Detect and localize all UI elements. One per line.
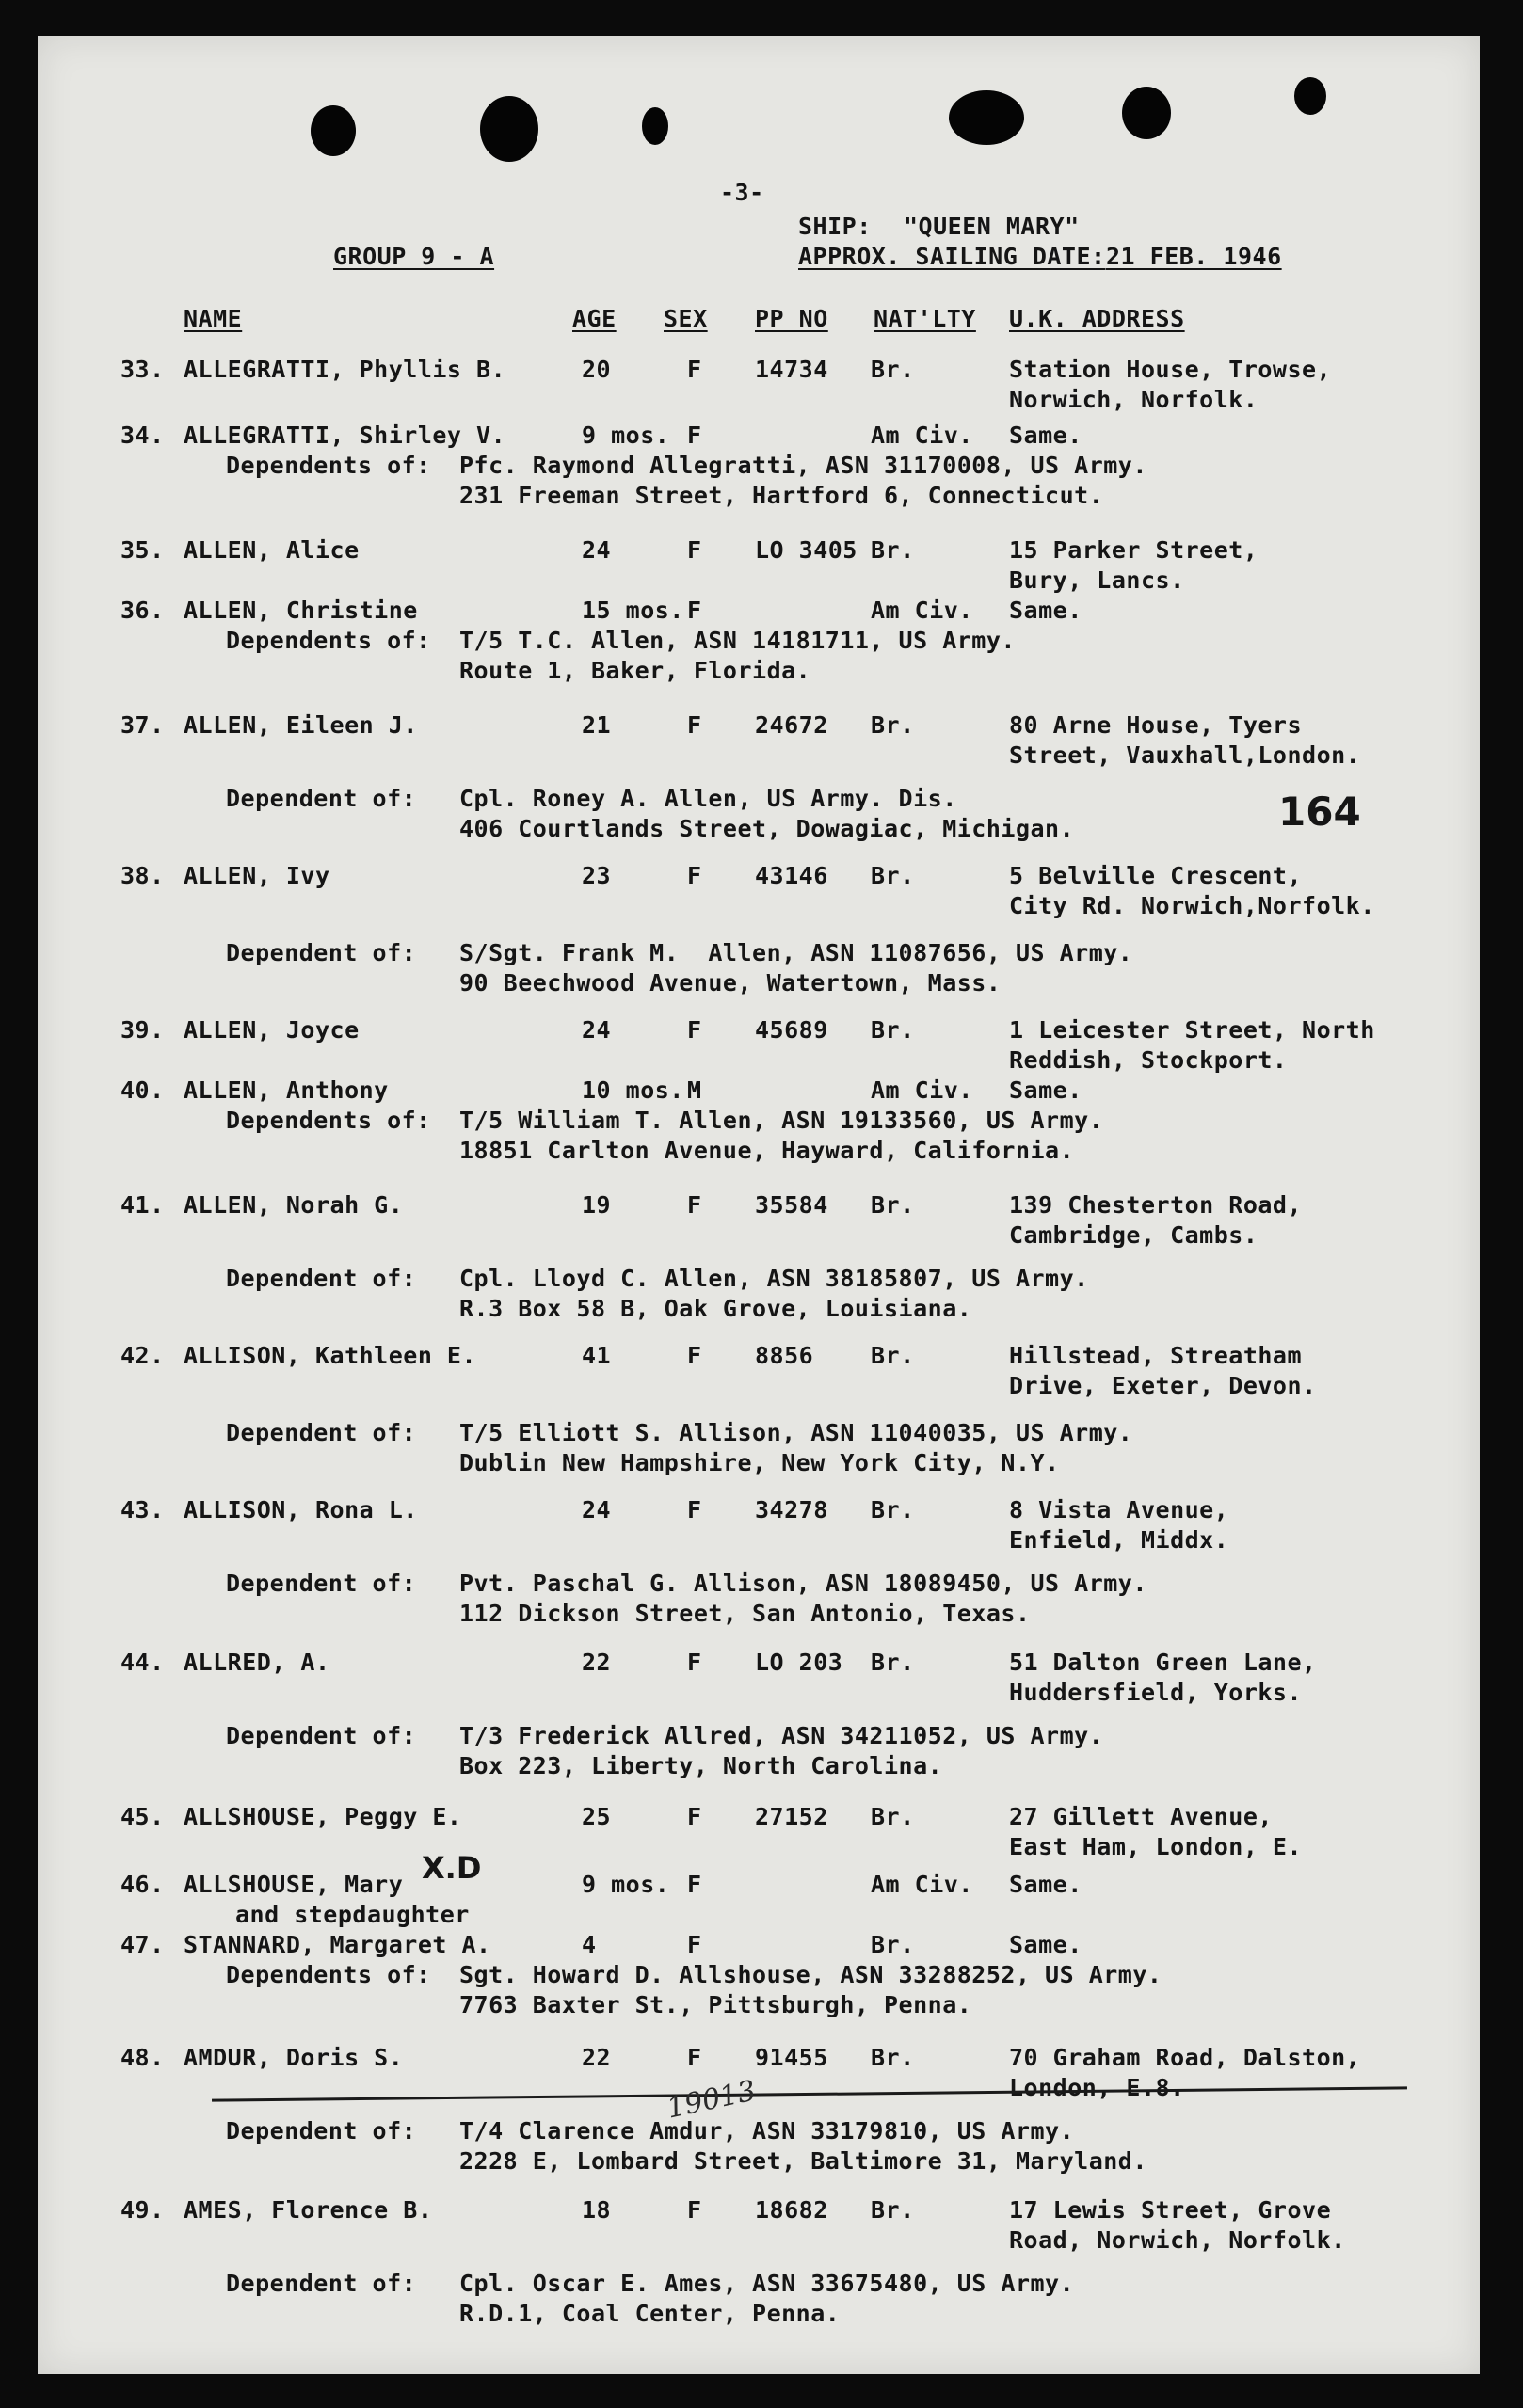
row-name: ALLEN, Alice	[184, 536, 360, 564]
row-sex: F	[687, 1649, 702, 1676]
row-name: ALLRED, A.	[184, 1649, 330, 1676]
row-addr: Same.	[1009, 597, 1082, 624]
group-label: GROUP 9 - A	[333, 243, 495, 270]
row-addr: Same.	[1009, 422, 1082, 449]
row-sex: F	[687, 2196, 702, 2224]
row-no: 39.	[120, 1016, 165, 1044]
row-pp: 27152	[755, 1803, 828, 1830]
row-sex: F	[687, 1496, 702, 1523]
row-name: AMDUR, Doris S.	[184, 2044, 404, 2071]
row-name: ALLEN, Anthony	[184, 1076, 389, 1104]
row-pp: 43146	[755, 862, 828, 889]
row-addr: 8 Vista Avenue,	[1009, 1496, 1229, 1523]
row-name: ALLEN, Eileen J.	[184, 711, 418, 739]
row-name: ALLISON, Kathleen E.	[184, 1342, 477, 1369]
row-dep: R.D.1, Coal Center, Penna.	[459, 2300, 841, 2327]
row-addr: 80 Arne House, Tyers	[1009, 711, 1303, 739]
handwritten-annotation: 19013	[664, 2074, 760, 2126]
row-name: ALLEGRATTI, Phyllis B.	[184, 356, 506, 383]
row-name: ALLEN, Norah G.	[184, 1191, 404, 1219]
page-stamp-number: 164	[1278, 789, 1361, 835]
row-sex: F	[687, 536, 702, 564]
row-addr: 15 Parker Street,	[1009, 536, 1258, 564]
row-age: 24	[582, 1016, 612, 1044]
row-name-cont: and stepdaughter	[235, 1901, 470, 1928]
column-header-uk-address: U.K. ADDRESS	[1009, 305, 1185, 332]
row-nat: Am Civ.	[871, 597, 973, 624]
row-dep-label: Dependents of:	[226, 452, 431, 479]
row-sex: F	[687, 1871, 702, 1898]
row-age: 20	[582, 356, 612, 383]
row-addr: 27 Gillett Avenue,	[1009, 1803, 1273, 1830]
row-addr: Same.	[1009, 1931, 1082, 1958]
row-dep-label: Dependent of:	[226, 2117, 417, 2145]
row-nat: Br.	[871, 1931, 915, 1958]
row-addr: Reddish, Stockport.	[1009, 1046, 1288, 1074]
row-dep: 406 Courtlands Street, Dowagiac, Michigan.	[459, 815, 1075, 842]
row-dep: Pvt. Paschal G. Allison, ASN 18089450, US Army.	[459, 1570, 1147, 1597]
row-sex: F	[687, 862, 702, 889]
row-age: 15 mos.	[582, 597, 684, 624]
row-dep: Pfc. Raymond Allegratti, ASN 31170008, US Army.	[459, 452, 1147, 479]
row-dep: 7763 Baxter St., Pittsburgh, Penna.	[459, 1991, 972, 2018]
row-nat: Br.	[871, 1342, 915, 1369]
row-addr: Bury, Lancs.	[1009, 566, 1185, 594]
column-header-pp-no: PP NO	[755, 305, 828, 332]
row-no: 34.	[120, 422, 165, 449]
row-pp: LO 3405	[755, 536, 858, 564]
row-dep: 231 Freeman Street, Hartford 6, Connecticut.	[459, 482, 1104, 509]
row-no: 35.	[120, 536, 165, 564]
row-addr: Hillstead, Streatham	[1009, 1342, 1303, 1369]
row-dep: T/3 Frederick Allred, ASN 34211052, US Army.	[459, 1722, 1104, 1749]
row-dep: Dublin New Hampshire, New York City, N.Y.	[459, 1449, 1060, 1476]
column-header-name: NAME	[184, 305, 243, 332]
strikethrough-line	[212, 2086, 1407, 2101]
row-pp: 8856	[755, 1342, 814, 1369]
row-pp: 14734	[755, 356, 828, 383]
row-addr: Same.	[1009, 1076, 1082, 1104]
row-no: 43.	[120, 1496, 165, 1523]
row-sex: F	[687, 356, 702, 383]
row-no: 38.	[120, 862, 165, 889]
row-dep: T/4 Clarence Amdur, ASN 33179810, US Army.	[459, 2117, 1075, 2145]
sailing-date: 21 FEB. 1946	[1106, 243, 1282, 270]
row-nat: Br.	[871, 1803, 915, 1830]
row-dep: 112 Dickson Street, San Antonio, Texas.	[459, 1600, 1031, 1627]
row-nat: Br.	[871, 536, 915, 564]
row-dep-label: Dependent of:	[226, 1419, 417, 1446]
row-age: 9 mos.	[582, 422, 670, 449]
row-no: 44.	[120, 1649, 165, 1676]
row-no: 41.	[120, 1191, 165, 1219]
row-sex: F	[687, 711, 702, 739]
row-age: 22	[582, 1649, 612, 1676]
row-addr: Drive, Exeter, Devon.	[1009, 1372, 1317, 1399]
row-addr: 51 Dalton Green Lane,	[1009, 1649, 1317, 1676]
row-addr: Norwich, Norfolk.	[1009, 386, 1258, 413]
row-dep: Sgt. Howard D. Allshouse, ASN 33288252, US Army.	[459, 1961, 1162, 1988]
row-dep: Cpl. Lloyd C. Allen, ASN 38185807, US Army.	[459, 1265, 1089, 1292]
row-name: ALLSHOUSE, Peggy E.	[184, 1803, 462, 1830]
row-no: 45.	[120, 1803, 165, 1830]
row-addr: London, E.8.	[1009, 2074, 1185, 2101]
ship-label: SHIP:	[798, 213, 872, 240]
row-dep: R.3 Box 58 B, Oak Grove, Louisiana.	[459, 1295, 972, 1322]
row-sex: F	[687, 597, 702, 624]
row-addr: 1 Leicester Street, North	[1009, 1016, 1375, 1044]
row-addr: Enfield, Middx.	[1009, 1526, 1229, 1554]
punch-hole	[1294, 77, 1326, 115]
row-nat: Br.	[871, 2044, 915, 2071]
row-dep-label: Dependent of:	[226, 1722, 417, 1749]
row-dep: S/Sgt. Frank M. Allen, ASN 11087656, US Army.	[459, 939, 1133, 966]
row-addr: 139 Chesterton Road,	[1009, 1191, 1303, 1219]
row-dep: 18851 Carlton Avenue, Hayward, California.	[459, 1137, 1075, 1164]
row-nat: Br.	[871, 2196, 915, 2224]
row-dep-label: Dependent of:	[226, 785, 417, 812]
row-age: 23	[582, 862, 612, 889]
row-age: 9 mos.	[582, 1871, 670, 1898]
row-name: ALLEN, Joyce	[184, 1016, 360, 1044]
row-nat: Br.	[871, 1649, 915, 1676]
row-sex: F	[687, 1191, 702, 1219]
row-sex: M	[687, 1076, 702, 1104]
row-sex: F	[687, 1342, 702, 1369]
row-nat: Br.	[871, 862, 915, 889]
row-dep: Box 223, Liberty, North Carolina.	[459, 1752, 943, 1779]
row-pp: 45689	[755, 1016, 828, 1044]
row-no: 40.	[120, 1076, 165, 1104]
column-header-nationality: NAT'LTY	[874, 305, 976, 332]
row-age: 10 mos.	[582, 1076, 684, 1104]
row-age: 19	[582, 1191, 612, 1219]
row-dep-label: Dependent of:	[226, 1570, 417, 1597]
row-addr: 5 Belville Crescent,	[1009, 862, 1303, 889]
row-dep: 90 Beechwood Avenue, Watertown, Mass.	[459, 969, 1002, 997]
punch-hole	[480, 96, 538, 162]
row-pp: 24672	[755, 711, 828, 739]
row-name: ALLEN, Christine	[184, 597, 418, 624]
row-pp: LO 203	[755, 1649, 843, 1676]
ship-name: "QUEEN MARY"	[904, 213, 1080, 240]
page-number: -3-	[720, 179, 764, 206]
row-age: 24	[582, 1496, 612, 1523]
punch-hole	[949, 90, 1024, 145]
column-header-sex: SEX	[664, 305, 708, 332]
column-header-age: AGE	[572, 305, 617, 332]
row-dep: Cpl. Roney A. Allen, US Army. Dis.	[459, 785, 957, 812]
row-no: 47.	[120, 1931, 165, 1958]
row-dep: T/5 William T. Allen, ASN 19133560, US Army.	[459, 1107, 1104, 1134]
row-dep-label: Dependent of:	[226, 2270, 417, 2297]
row-sex: F	[687, 422, 702, 449]
row-dep-label: Dependent of:	[226, 1265, 417, 1292]
row-dep-label: Dependents of:	[226, 1107, 431, 1134]
row-dep: 2228 E, Lombard Street, Baltimore 31, Maryland.	[459, 2147, 1147, 2175]
row-dep: T/5 Elliott S. Allison, ASN 11040035, US Army.	[459, 1419, 1133, 1446]
row-addr: 17 Lewis Street, Grove	[1009, 2196, 1332, 2224]
row-no: 42.	[120, 1342, 165, 1369]
row-age: 41	[582, 1342, 612, 1369]
row-addr: City Rd. Norwich,Norfolk.	[1009, 892, 1375, 919]
row-nat: Br.	[871, 1496, 915, 1523]
row-dep: Cpl. Oscar E. Ames, ASN 33675480, US Army.	[459, 2270, 1075, 2297]
row-name: AMES, Florence B.	[184, 2196, 433, 2224]
row-dep: T/5 T.C. Allen, ASN 14181711, US Army.	[459, 627, 1016, 654]
row-addr: Street, Vauxhall,London.	[1009, 742, 1361, 769]
row-sex: F	[687, 1803, 702, 1830]
xd-annotation: X.D	[422, 1850, 482, 1886]
document-page	[38, 36, 1480, 2374]
row-name: ALLEN, Ivy	[184, 862, 330, 889]
row-dep-label: Dependents of:	[226, 1961, 431, 1988]
row-addr: Road, Norwich, Norfolk.	[1009, 2226, 1346, 2254]
row-sex: F	[687, 1016, 702, 1044]
sailing-date-label: APPROX. SAILING DATE:	[798, 243, 1106, 270]
row-no: 48.	[120, 2044, 165, 2071]
row-age: 24	[582, 536, 612, 564]
row-age: 4	[582, 1931, 597, 1958]
row-pp: 91455	[755, 2044, 828, 2071]
row-nat: Br.	[871, 711, 915, 739]
row-name: ALLISON, Rona L.	[184, 1496, 418, 1523]
row-nat: Br.	[871, 1191, 915, 1219]
row-pp: 34278	[755, 1496, 828, 1523]
row-no: 49.	[120, 2196, 165, 2224]
row-nat: Am Civ.	[871, 422, 973, 449]
row-addr: Same.	[1009, 1871, 1082, 1898]
row-age: 25	[582, 1803, 612, 1830]
punch-hole	[311, 105, 356, 156]
row-no: 37.	[120, 711, 165, 739]
punch-hole	[642, 107, 668, 145]
row-pp: 18682	[755, 2196, 828, 2224]
row-sex: F	[687, 1931, 702, 1958]
row-addr: Station House, Trowse,	[1009, 356, 1332, 383]
row-addr: Cambridge, Cambs.	[1009, 1221, 1258, 1249]
row-no: 46.	[120, 1871, 165, 1898]
row-addr: East Ham, London, E.	[1009, 1833, 1303, 1860]
row-addr: Huddersfield, Yorks.	[1009, 1679, 1303, 1706]
row-no: 36.	[120, 597, 165, 624]
row-dep-label: Dependent of:	[226, 939, 417, 966]
row-name: ALLSHOUSE, Mary	[184, 1871, 404, 1898]
row-pp: 35584	[755, 1191, 828, 1219]
row-nat: Br.	[871, 1016, 915, 1044]
row-sex: F	[687, 2044, 702, 2071]
row-age: 18	[582, 2196, 612, 2224]
row-age: 21	[582, 711, 612, 739]
row-dep: Route 1, Baker, Florida.	[459, 657, 811, 684]
row-no: 33.	[120, 356, 165, 383]
row-dep-label: Dependents of:	[226, 627, 431, 654]
row-name: ALLEGRATTI, Shirley V.	[184, 422, 506, 449]
row-nat: Am Civ.	[871, 1871, 973, 1898]
row-name: STANNARD, Margaret A.	[184, 1931, 491, 1958]
row-nat: Am Civ.	[871, 1076, 973, 1104]
row-addr: 70 Graham Road, Dalston,	[1009, 2044, 1361, 2071]
punch-hole	[1122, 87, 1171, 139]
row-age: 22	[582, 2044, 612, 2071]
row-nat: Br.	[871, 356, 915, 383]
